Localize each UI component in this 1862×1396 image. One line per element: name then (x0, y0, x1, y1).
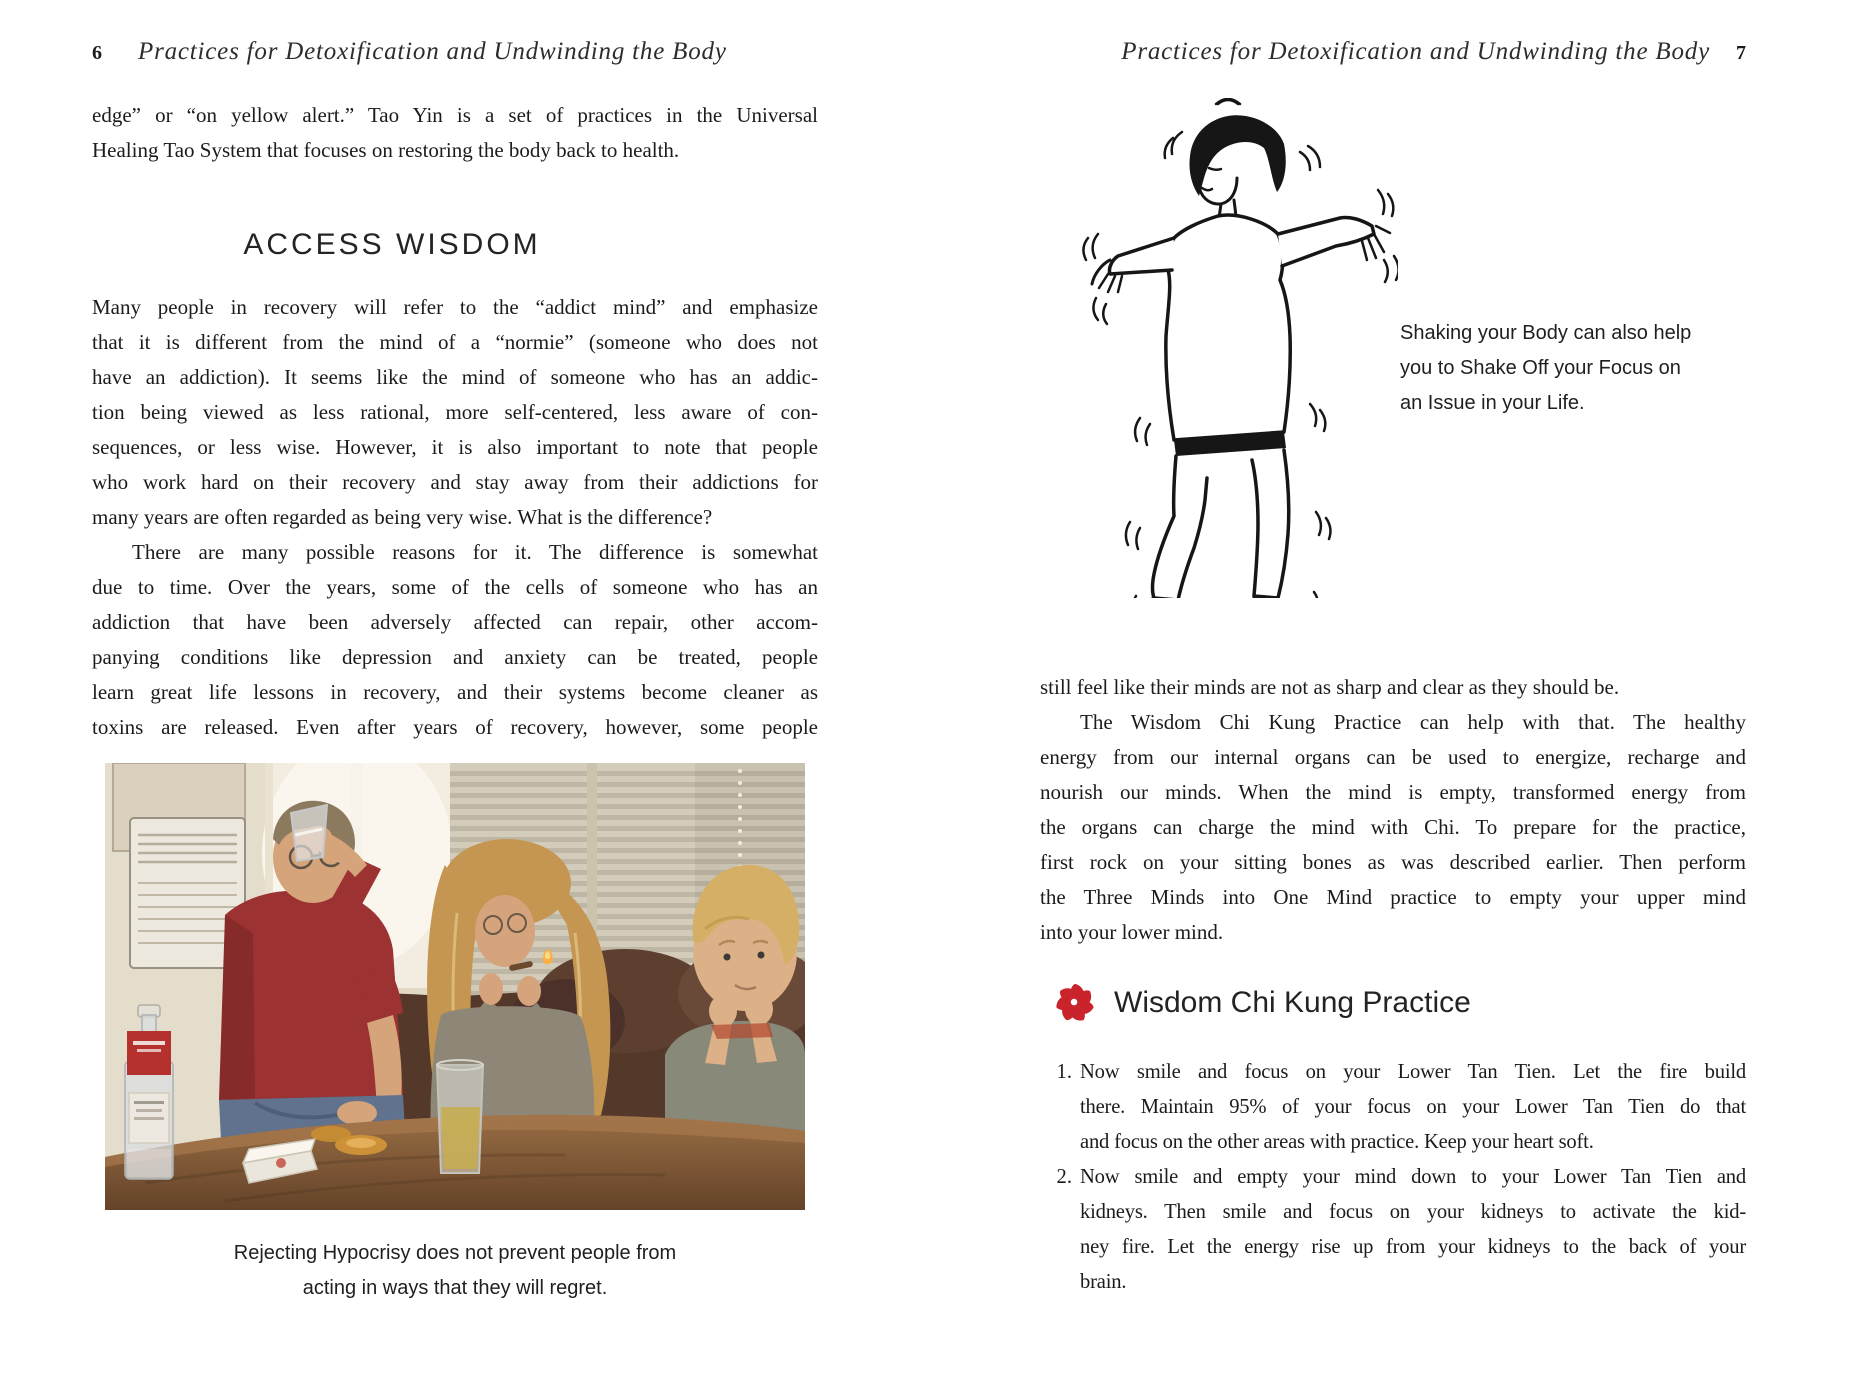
shaking-body-figure (1078, 98, 1398, 598)
practice-step (1040, 1055, 1746, 1160)
right-paragraph-2 (1040, 705, 1746, 950)
step-number: 2. (1056, 1166, 1072, 1188)
text-line: brain. (1080, 1271, 1127, 1293)
text-line: still feel like their minds are not as sharp and clear as they should be. (1040, 675, 1620, 699)
family-photo-image (105, 763, 805, 1210)
text-line: into your lower mind. (1040, 920, 1224, 944)
figure-caption (1400, 318, 1740, 423)
section-heading: ACCESS WISDOM (243, 228, 541, 261)
left-paragraph-2 (92, 535, 818, 745)
text-line: the organs can charge the mind with Chi. To prepare for the practice, (1040, 815, 1746, 839)
step-number: 1. (1056, 1061, 1072, 1083)
text-line: have an addiction). It seems like the mind of someone who has an addic- (92, 365, 818, 389)
text-line: sequences, or less wise. However, it is also important to note that people (92, 435, 818, 459)
text-line: ney fire. Let the energy rise up from your kidneys to the back of your (1080, 1236, 1746, 1258)
right-page-number: 7 (1736, 42, 1746, 64)
text-line: panying conditions like depression and anxiety can be treated, people (92, 645, 818, 669)
text-line: you to Shake Off your Focus on (1400, 357, 1681, 379)
text-line: Now smile and empty your mind down to your Lower Tan Tien and (1080, 1166, 1746, 1188)
text-line: tion being viewed as less rational, more self-centered, less aware of con- (92, 400, 818, 424)
left-running-header (92, 38, 818, 66)
text-line: who work hard on their recovery and stay away from their addictions for (92, 470, 818, 494)
text-line: that it is different from the mind of a “normie” (someone who does not (92, 330, 818, 354)
text-line: The Wisdom Chi Kung Practice can help with that. The healthy (1080, 710, 1746, 734)
text-line: due to time. Over the years, some of the cells of someone who has an (92, 575, 818, 599)
text-line: energy from our internal organs can be used to energize, recharge and (1040, 745, 1746, 769)
practice-steps (1040, 1055, 1746, 1300)
text-line: Many people in recovery will refer to the “addict mind” and emphasize (92, 295, 818, 319)
text-line: and focus on the other areas with practice. Keep your heart soft. (1080, 1131, 1594, 1153)
text-line: edge” or “on yellow alert.” Tao Yin is a set of practices in the Universal (92, 103, 818, 127)
right-paragraph-1 (1040, 670, 1746, 705)
photo-caption (92, 1238, 818, 1308)
text-line: kidneys. Then smile and focus on your kidneys to activate the kid- (1080, 1201, 1746, 1223)
text-line: first rock on your sitting bones as was described earlier. Then perform (1040, 850, 1746, 874)
left-intro-paragraph (92, 98, 818, 168)
family-photo (105, 763, 805, 1210)
practice-step (1040, 1160, 1746, 1300)
practice-title: Wisdom Chi Kung Practice (1114, 986, 1471, 1019)
text-line: toxins are released. Even after years of recovery, however, some people (92, 715, 818, 739)
text-line: acting in ways that they will regret. (302, 1277, 608, 1299)
text-line: Shaking your Body can also help (1400, 322, 1692, 344)
text-line: Rejecting Hypocrisy does not prevent people from (233, 1242, 677, 1264)
right-running-title: Practices for Detoxification and Undwinding the Body (1121, 38, 1710, 65)
text-line: an Issue in your Life. (1400, 392, 1585, 414)
text-line: There are many possible reasons for it. The difference is somewhat (132, 540, 818, 564)
pinwheel-icon (1052, 980, 1098, 1026)
text-line: Now smile and focus on your Lower Tan Tien. Let the fire build (1080, 1061, 1746, 1083)
text-line: learn great life lessons in recovery, and their systems become cleaner as (92, 680, 818, 704)
text-line: nourish our minds. When the mind is empty, transformed energy from (1040, 780, 1746, 804)
text-line: addiction that have been adversely affected can repair, other accom- (92, 610, 818, 634)
text-line: the Three Minds into One Mind practice to empty your upper mind (1040, 885, 1746, 909)
right-running-header (1040, 38, 1746, 66)
practice-heading (1052, 980, 1471, 1026)
text-line: there. Maintain 95% of your focus on your Lower Tan Tien do that (1080, 1096, 1746, 1118)
text-line: many years are often regarded as being very wise. What is the difference? (92, 505, 713, 529)
left-running-title: Practices for Detoxification and Undwinding the Body (138, 38, 727, 65)
left-paragraph-1 (92, 290, 818, 535)
shaking-body-drawing (1078, 98, 1398, 598)
left-page-number: 6 (92, 42, 102, 64)
text-line: Healing Tao System that focuses on restoring the body back to health. (92, 138, 680, 162)
